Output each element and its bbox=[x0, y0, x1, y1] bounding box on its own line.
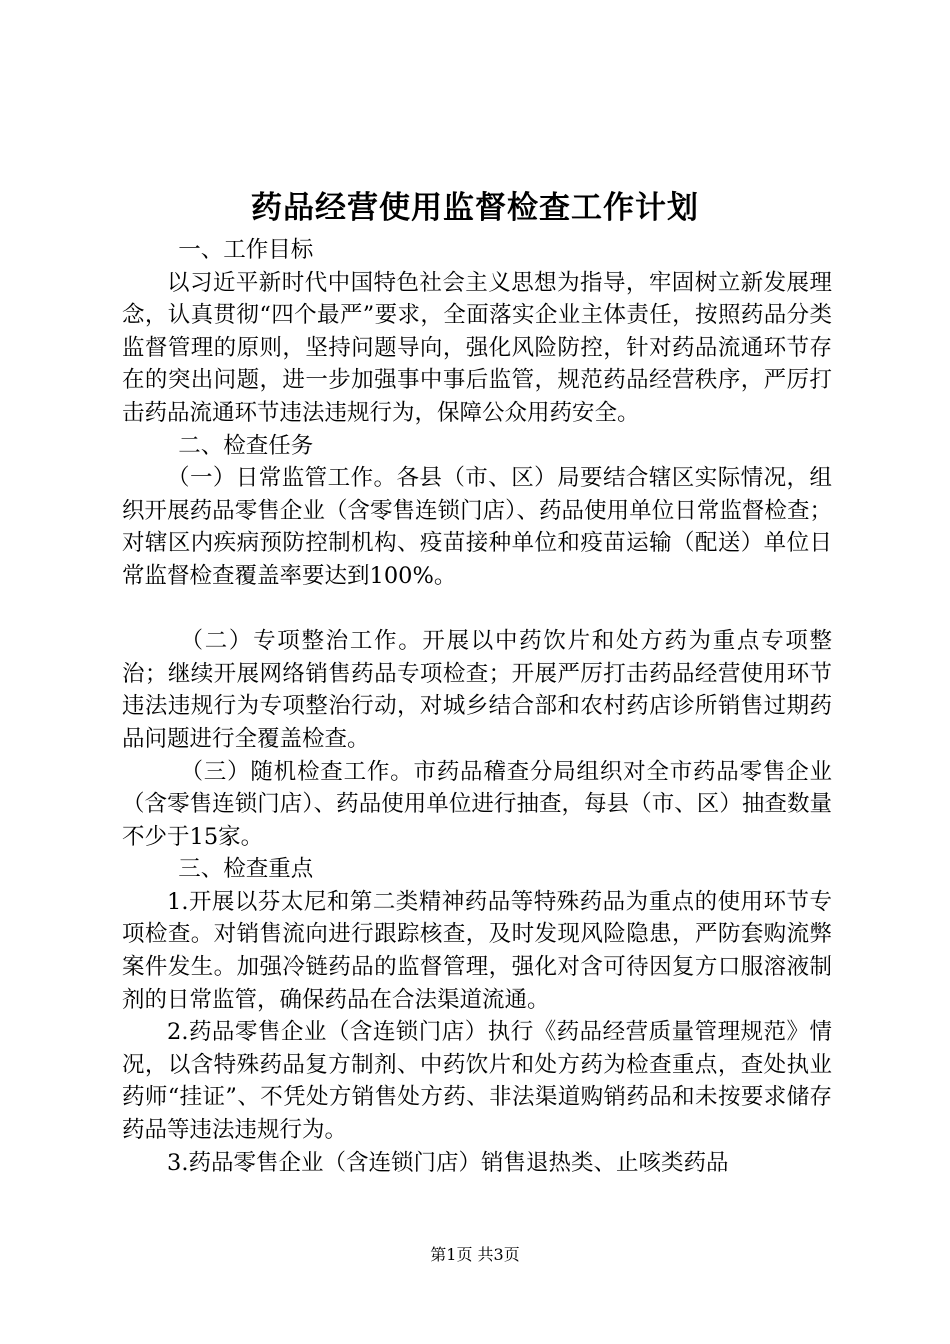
paragraph-goal: 以习近平新时代中国特色社会主义思想为指导，牢固树立新发展理念，认真贯彻“四个最严”要求，全面落实企业主体责任，按照药品分类监督管理的原则，坚持问题导向，强化风险防控，针对药品流通环节存在的突出问题，进一步加强事中事后监管，规范药品经营秩序，严厉打击药品流通环节违法违规行为，保障公众用药安全。 bbox=[122, 269, 832, 426]
page-footer: 第1页 共3页 bbox=[430, 1245, 520, 1264]
section-heading-tasks: 二、检查任务 bbox=[178, 432, 314, 459]
page-title: 药品经营使用监督检查工作计划 bbox=[251, 190, 699, 226]
paragraph-random-inspection: （三）随机检查工作。市药品稽查分局组织对全市药品零售企业（含零售连锁门店）、药品使用单位进行抽查，每县（市、区）抽查数量不少于15家。 bbox=[122, 758, 832, 850]
paragraph-focus-1: 1.开展以芬太尼和第二类精神药品等特殊药品为重点的使用环节专项检查。对销售流向进行跟踪核查，及时发现风险隐患，严防套购流弊案件发生。加强冷链药品的监督管理，强化对含可待因复方口服溶液制剂的日常监管，确保药品在合法渠道流通。 bbox=[122, 888, 832, 1013]
paragraph-gap bbox=[122, 593, 832, 626]
paragraph-special-rectification: （二）专项整治工作。开展以中药饮片和处方药为重点专项整治；继续开展网络销售药品专项检查；开展严厉打击药品经营使用环节违法违规行为专项整治行动，对城乡结合部和农村药店诊所销售过期药品问题进行全覆盖检查。 bbox=[122, 628, 832, 752]
document-body bbox=[122, 234, 832, 1179]
section-heading-goal: 一、工作目标 bbox=[178, 237, 314, 263]
paragraph-focus-2: 2.药品零售企业（含连锁门店）执行《药品经营质量管理规范》情况，以含特殊药品复方制剂、中药饮片和处方药为检查重点，查处执业药师“挂证”、不凭处方销售处方药、非法渠道购销药品和未按要求储存药品等违法违规行为。 bbox=[122, 1019, 832, 1144]
section-heading-focus: 三、检查重点 bbox=[178, 856, 314, 883]
paragraph-focus-3: 3.药品零售企业（含连锁门店）销售退热类、止咳类药品 bbox=[167, 1149, 729, 1176]
paragraph-daily-supervision: （一）日常监管工作。各县（市、区）局要结合辖区实际情况，组织开展药品零售企业（含零售连锁门店）、药品使用单位日常监督检查；对辖区内疾病预防控制机构、疫苗接种单位和疫苗运输（配送）单位日常监督检查覆盖率要达到100%。 bbox=[122, 465, 832, 589]
